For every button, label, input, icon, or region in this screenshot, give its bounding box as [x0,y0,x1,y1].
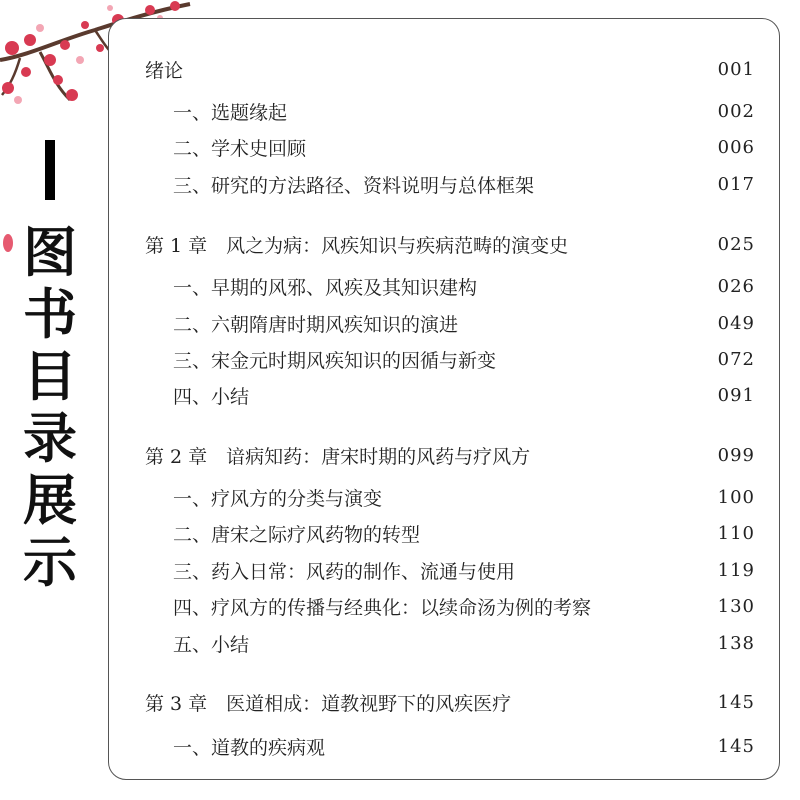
toc-entry [109,686,779,718]
toc-entry-title: 二、学术史回顾 [173,137,307,160]
side-title-char: 书 [23,283,77,346]
toc-entry [109,517,779,549]
toc-entry-title: 第 3 章 医道相成：道教视野下的风疾医疗 [145,692,512,715]
toc-entry-page: 006 [717,136,755,158]
side-title-char: 录 [23,407,77,470]
toc-entry-page: 099 [717,444,755,466]
toc-entry-title: 三、药入日常：风药的制作、流通与使用 [173,560,516,583]
toc-entry-page: 119 [717,559,755,581]
toc-entry-page: 001 [717,58,755,80]
toc-entry-title: 三、研究的方法路径、资料说明与总体框架 [173,174,535,197]
toc-entry [109,307,779,339]
toc-entry-page: 145 [717,735,755,757]
toc-entry [109,270,779,302]
side-title-char: 展 [23,469,77,532]
toc-entry-title: 四、小结 [173,385,250,408]
toc-entry [109,168,779,200]
toc-entry-page: 100 [717,486,755,508]
toc-entry [109,131,779,163]
toc-entry-title: 二、六朝隋唐时期风疾知识的演进 [173,313,459,336]
toc-entry-title: 一、选题缘起 [173,101,288,124]
toc-entry-page: 017 [717,173,755,195]
toc-entry [109,53,779,85]
toc-entry-title: 绪论 [145,59,184,82]
toc-entry-title: 二、唐宋之际疗风药物的转型 [173,523,421,546]
toc-entry-page: 026 [717,275,755,297]
toc-entry [109,554,779,586]
side-title [0,140,100,594]
toc-entry-title: 五、小结 [173,633,250,656]
side-title-char: 示 [23,531,77,594]
toc-entry [109,730,779,762]
toc-entry-title: 第 2 章 谙病知药：唐宋时期的风药与疗风方 [145,445,531,468]
toc-entry [109,590,779,622]
toc-entry-title: 一、早期的风邪、风疾及其知识建构 [173,276,478,299]
toc-panel [108,18,780,780]
toc-entry [109,95,779,127]
toc-entry-title: 第 1 章 风之为病：风疾知识与疾病范畴的演变史 [145,234,569,257]
toc-entry-page: 049 [717,312,755,334]
side-title-char: 图 [23,221,77,284]
toc-entry-title: 一、疗风方的分类与演变 [173,487,383,510]
toc-entry [109,343,779,375]
toc-entry-title: 四、疗风方的传播与经典化：以续命汤为例的考察 [173,596,592,619]
toc-entry [109,481,779,513]
side-title-char: 目 [23,345,77,408]
side-title-bar [45,140,55,200]
toc-entry [109,439,779,471]
toc-entry [109,627,779,659]
toc-entry-page: 025 [717,233,755,255]
toc-entry-page: 091 [717,384,755,406]
toc-entry-title: 一、道教的疾病观 [173,736,326,759]
toc-entry-page: 002 [717,100,755,122]
toc-entry-page: 130 [717,595,755,617]
toc-entry-page: 138 [717,632,755,654]
toc-entry [109,228,779,260]
toc-entry-page: 145 [717,691,755,713]
toc-entry-title: 三、宋金元时期风疾知识的因循与新变 [173,349,497,372]
toc-entry-page: 110 [717,522,755,544]
toc-entry-page: 072 [717,348,755,370]
toc-entry [109,379,779,411]
